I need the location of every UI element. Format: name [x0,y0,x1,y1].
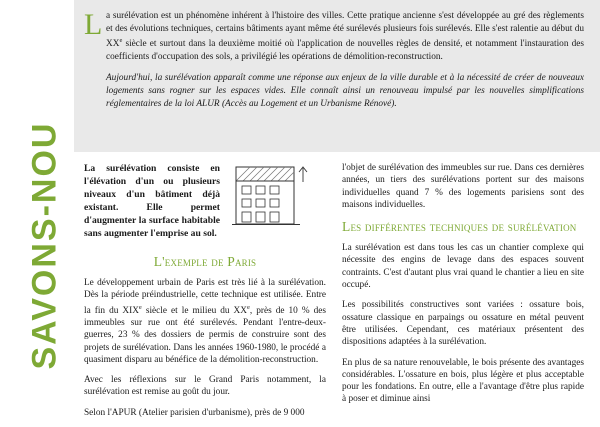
body-area [74,152,600,418]
right-paragraph-1: La surélévation est dans tous les cas un chantier complexe qui nécessite des engins de levage dans des espaces souvent contraints. C'est d'autant plus vrai quand le chantier a lieu en site occupé. [342,243,584,291]
side-banner-text: SAVONS-NOU [25,121,64,370]
left-paragraph-1: Le développement urbain de Paris est très lié à la surélévation. Dès la période préindustrielle, cette technique est utilisée. Entre la fin du XIXe siècle et le milieu du XXe, près de 10 % des immeubles sur rue ont été surélevés. Pendant l'entre-deux-guerres, 23 % des dossiers de permis de construire sont des projets de surélévation. Dans les années 1960-1980, le procédé a quasiment disparu au bénéfice de la démolition-reconstruction. [84,278,326,365]
right-section-title: Les différentes techniques de surélévation [342,219,577,235]
side-banner [0,0,74,400]
right-paragraph-2: Les possibilités constructives sont variées : ossature bois, ossature classique en parpaings ou ossature en métal peuvent être utilisées. Cependant, ces matériaux présentent des dispositions adaptées à la surélévation. [342,300,584,348]
left-paragraph-2: Avec les réflexions sur le Grand Paris notamment, la surélévation est remise au goût du jour. [84,375,326,398]
left-lead-paragraph: La surélévation consiste en l'élévation d'un ou plusieurs niveaux d'un bâtiment déjà existant. Elle permet d'augmenter la surface habitable sans augmenter l'emprise au sol. [84,163,220,239]
intro-block [74,0,600,152]
right-paragraph-3: En plus de sa nature renouvelable, le bois présente des avantages considérables. L'ossature en bois, plus légère et plus acceptable pour les fondations. En outre, elle a l'avantage d'être plus rapide à poser et diminue ainsi [342,357,584,405]
intro-paragraph-2: Aujourd'hui, la surélévation apparaît comme une réponse aux enjeux de la ville durable et à la nécessité de créer de nouveaux logements sans rogner sur les espaces vides. Elle connaît ainsi un renouveau impulsé par les nouvelles simplifications réglementaires de la loi ALUR (Accès au Logement et un Urbanisme Rénové). [106,73,584,109]
left-paragraph-3: Selon l'APUR (Atelier parisien d'urbanisme), près de 9 000 [84,407,305,418]
right-column [342,162,584,427]
building-elevation-diagram [230,162,312,226]
left-column [84,162,326,427]
left-section-title: L'exemple de Paris [153,254,257,269]
right-paragraph-top: l'objet de surélévation des immeubles sur rue. Dans ces dernières années, un tiers des surélévations portent sur des maisons individuelles quand 7 % des logements parisiens sont des maisons individuelles. [342,163,584,210]
intro-paragraph-1: a surélévation est un phénomène inhérent à l'histoire des villes. Cette pratique ancienne s'est développée au gré des règlements et des évolutions techniques, certains bâtiments ayant même été surélevés plusieurs fois surélevés. Elle s'est ralentie au début du XXe siècle et surtout dans la deuxième moitié où l'application de nouvelles règles de densité, et notamment l'instauration des coefficients d'occupation des sols, a privilégié les opérations de démolition-reconstruction. [106,11,584,62]
drop-cap: L [84,8,103,41]
